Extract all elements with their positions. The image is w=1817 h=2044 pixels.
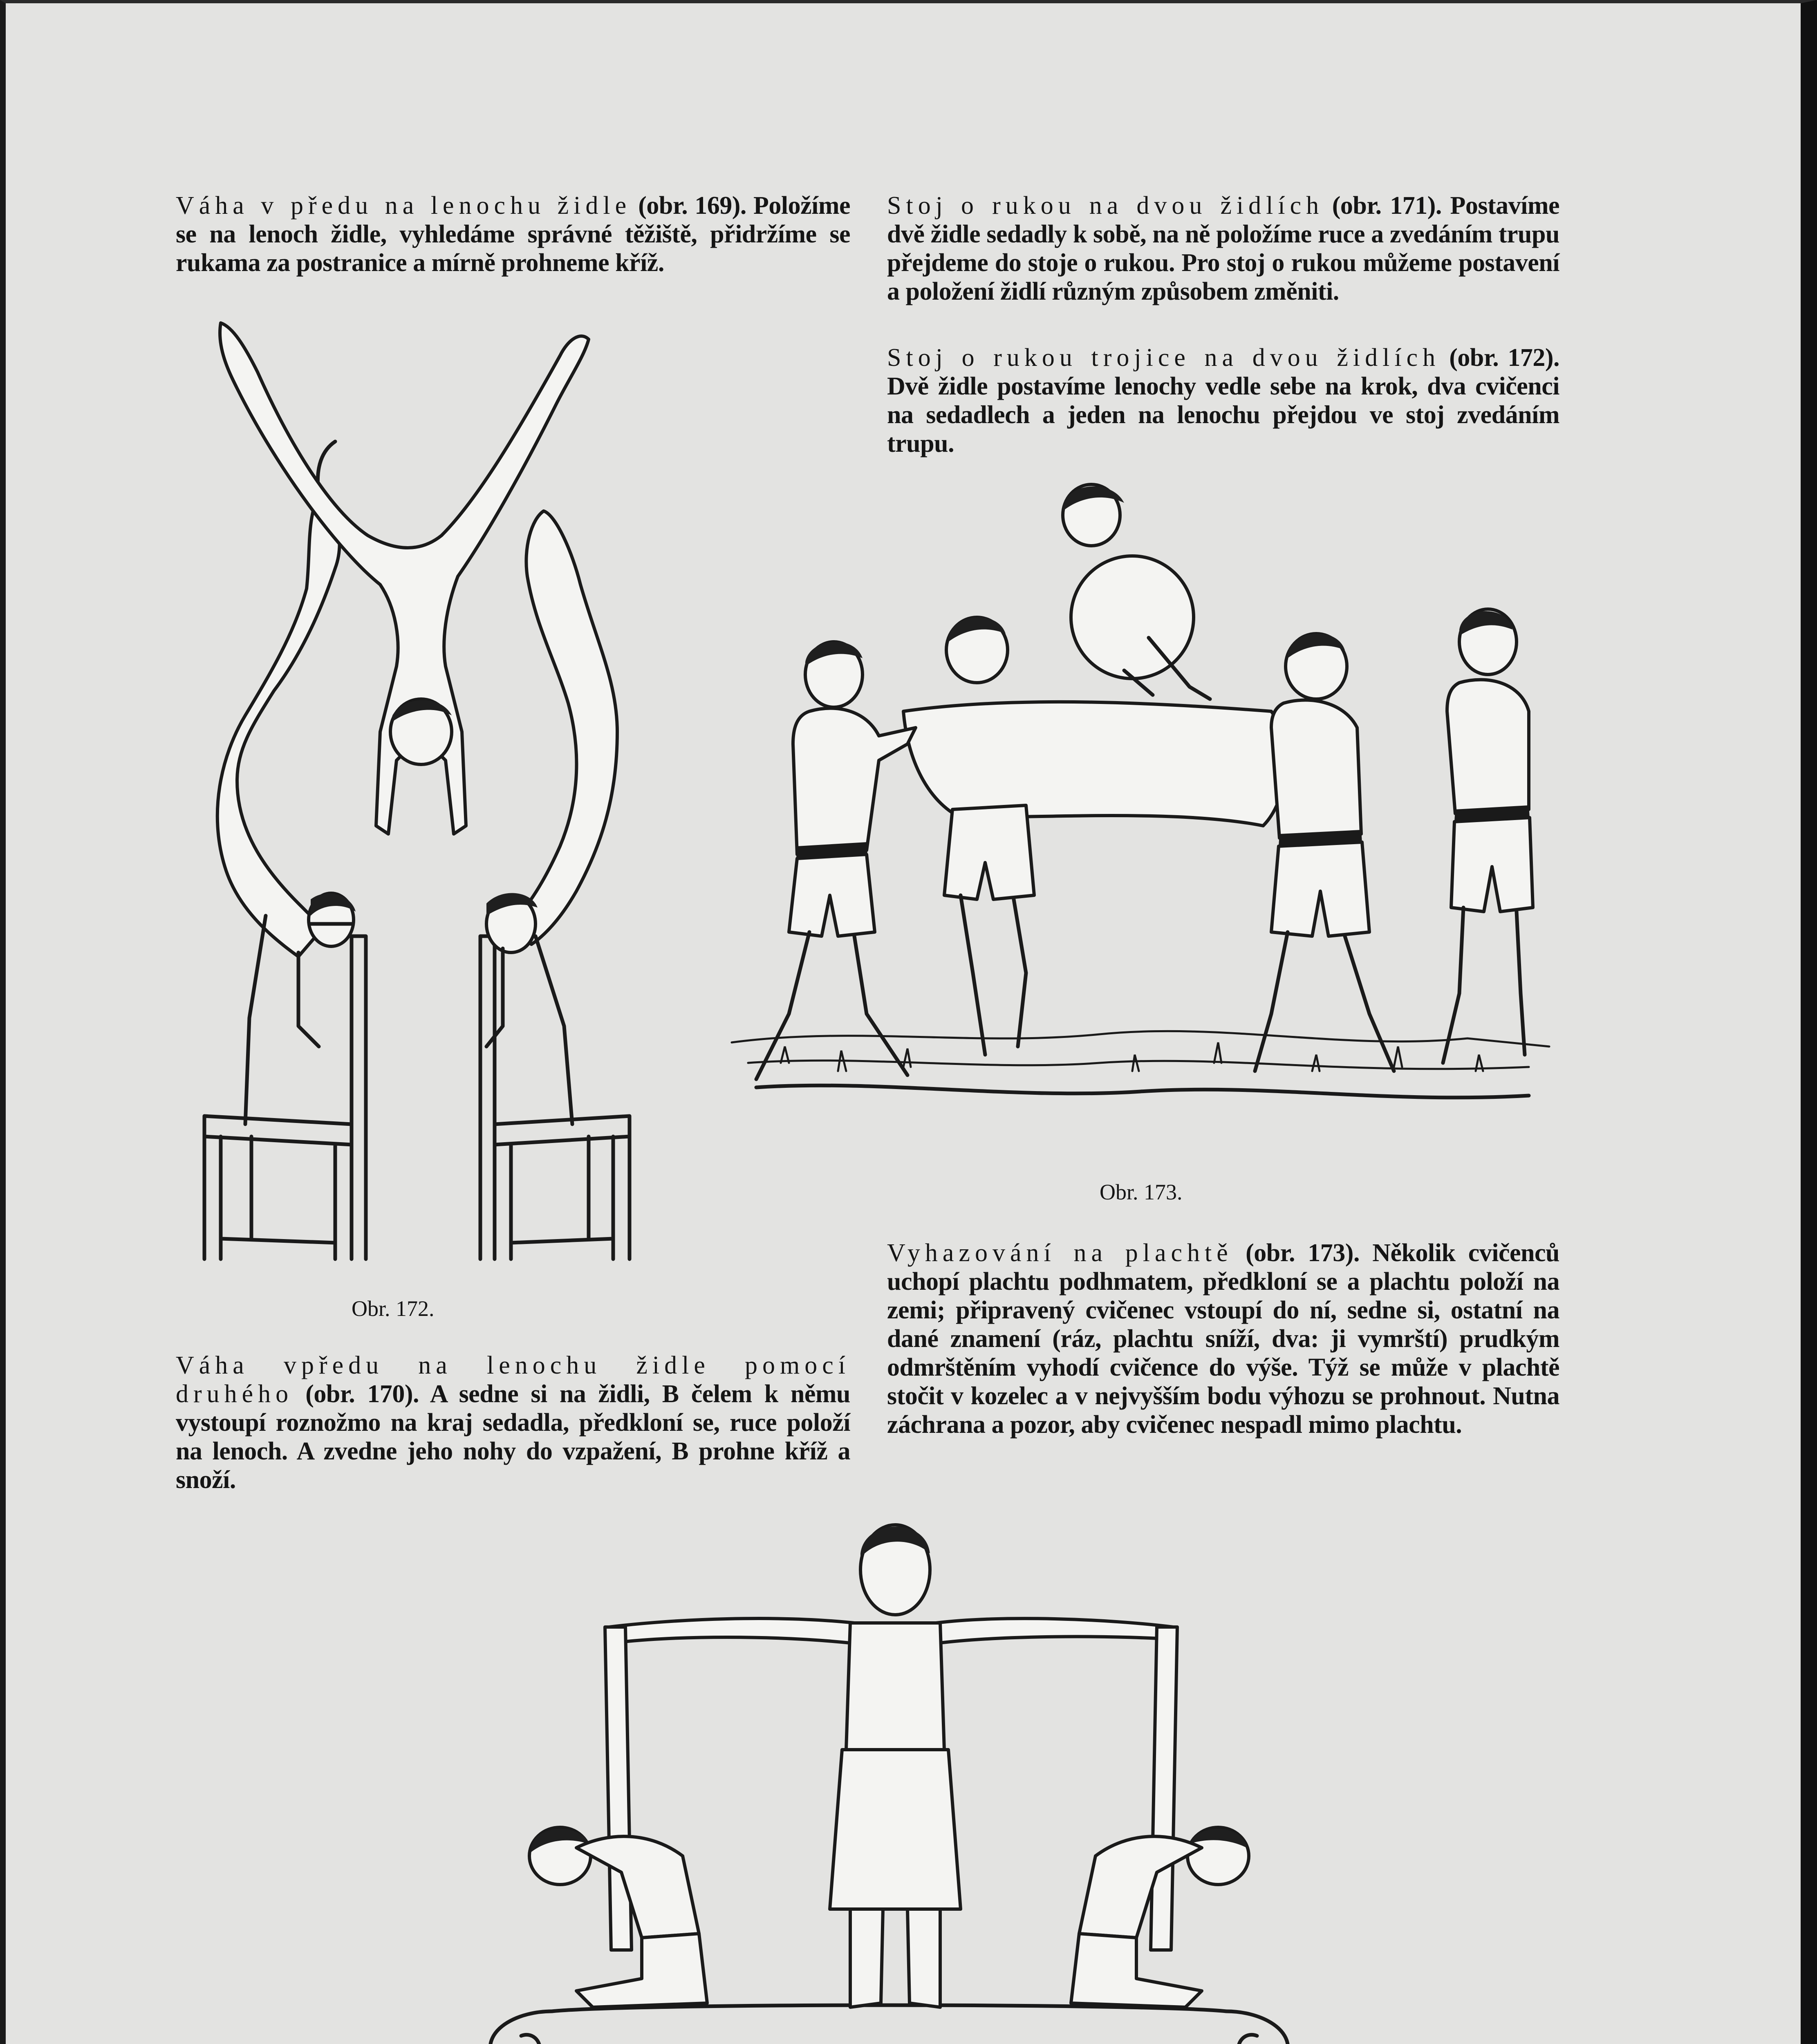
paragraph-172-title: Stoj o rukou trojice na dvou židlích: [887, 344, 1441, 372]
figure-172-caption: Obr. 172.: [352, 1296, 435, 1321]
paragraph-171: [887, 191, 1559, 306]
right-handstander-figure: [486, 511, 617, 1124]
tossed-jumper-figure: [1063, 484, 1210, 699]
paragraph-170-text: (obr. 170). A sedne si na židli, B čelem k němu vystoupí roznožmo na kraj sedadla, předkloní se, ruce položí na lenoch. A zvedne jeho nohy do vzpažení, B prohne kříž a snoží.: [176, 1380, 850, 1494]
paragraph-173-text: (obr. 173). Několik cvičenců uchopí plachtu podhmatem, předkloní se a plachtu položí na zemi; připravený cvičenec vstoupí do ní, sedne si, ostatní na dané znamení (ráz, plachtu sníží, dva: ji vymrští) prudkým odmrštěním vyhodí cvičence do výše. Týž se může v plachtě stočit v kozelec a v nejvyšším bodu výhozu se prohnout. Nutna záchrana a pozor, aby cvičenec nespadl mimo plachtu.: [887, 1239, 1559, 1439]
paragraph-169: [176, 191, 850, 277]
bottom-group-illustration: [470, 1521, 1308, 2044]
second-holder-figure: [944, 617, 1034, 1055]
paragraph-171-title: Stoj o rukou na dvou židlích: [887, 192, 1324, 220]
standing-man-figure: [830, 1525, 961, 2007]
paragraph-170: [176, 1351, 850, 1494]
grass-ground: [732, 1031, 1549, 1097]
right-band: [1151, 1627, 1177, 1950]
figure-173-caption: Obr. 173.: [1100, 1180, 1183, 1204]
figure-173-illustration: [732, 482, 1557, 1169]
paragraph-173: [887, 1239, 1559, 1439]
left-handstander-figure: [217, 442, 356, 1124]
figure-172-illustration: [176, 323, 707, 1284]
paragraph-169-title: Váha v předu na lenochu židle: [176, 192, 632, 220]
paragraph-169-text: (obr. 169). Položíme se na lenoch židle, vyhledáme správné těžiště, přidržíme se rukama za postranice a mírně prohneme kříž.: [176, 192, 851, 277]
left-chair: [204, 936, 366, 1259]
left-band: [605, 1627, 632, 1950]
third-holder-figure: [1255, 634, 1394, 1071]
ornamental-base: [490, 2005, 1288, 2044]
paragraph-172-text: (obr. 172). Dvě židle postavíme lenochy vedle sebe na krok, dva cvičenci na sedadlech a jeden na lenochu přejdou ve stoj zvedáním trupu.: [887, 344, 1559, 457]
paragraph-170-title: Váha vpředu na lenochu židle pomocí druhého: [176, 1351, 850, 1408]
paragraph-172: [887, 343, 1559, 458]
paragraph-173-title: Vyhazování na plachtě: [887, 1239, 1233, 1267]
right-holder-figure: [1443, 609, 1533, 1063]
blanket: [903, 702, 1286, 826]
paragraph-171-text: (obr. 171). Postavíme dvě židle sedadly k sobě, na ně položíme ruce a zvedáním trupu přejdeme do stoje o rukou. Pro stoj o rukou můžeme postavení a položení židlí různým způsobem změniti.: [887, 192, 1559, 305]
left-holder-figure: [756, 642, 916, 1079]
